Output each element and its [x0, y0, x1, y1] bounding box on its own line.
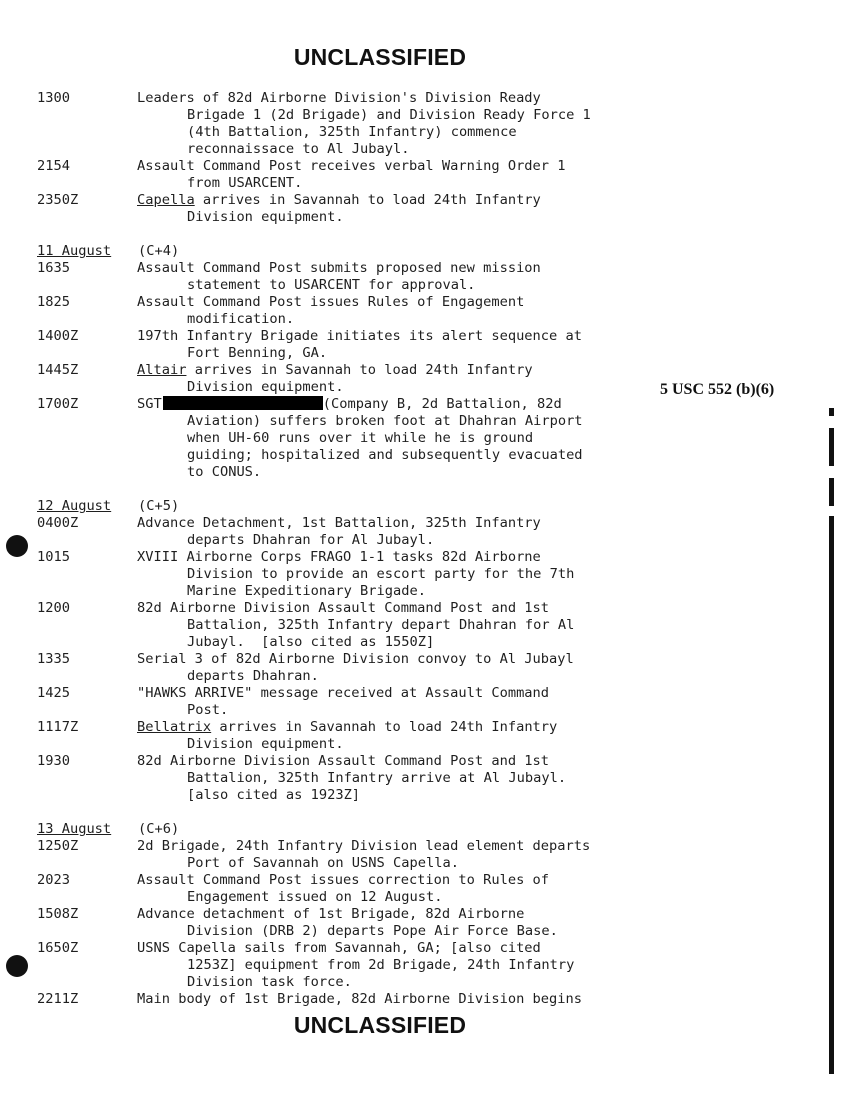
chronology: [37, 90, 697, 1025]
entry-text: [137, 192, 697, 226]
entry-time: 1650Z: [37, 940, 79, 956]
entry-text: [137, 872, 697, 906]
entry-text: [137, 362, 697, 396]
entry: [37, 362, 697, 396]
entry-text: [137, 549, 697, 600]
entry-line: when UH-60 runs over it while he is ground: [187, 430, 534, 446]
entry-text: [137, 294, 697, 328]
entry-time: 1250Z: [37, 838, 79, 854]
entry-line: Post.: [187, 702, 229, 718]
entry-line: Assault Command Post issues correction to Rules of: [137, 872, 550, 888]
section-date: 12 August: [37, 498, 112, 514]
entry-time: 1508Z: [37, 906, 79, 922]
section-cday: (C+6): [138, 821, 180, 837]
entry: [37, 192, 697, 226]
entry: [37, 991, 697, 1008]
entry-line: 82d Airborne Division Assault Command Post and 1st: [137, 600, 550, 616]
entry-line: USNS Capella sails from Savannah, GA; [also cited: [137, 940, 541, 956]
entry: [37, 838, 697, 872]
entry-line: 197th Infantry Brigade initiates its alert sequence at: [137, 328, 582, 344]
section-13-august: [37, 821, 697, 1008]
entry-time: 1335: [37, 651, 70, 667]
entry-line: Division to provide an escort party for the 7th: [187, 566, 575, 582]
entry-line: Serial 3 of 82d Airborne Division convoy to Al Jubayl: [137, 651, 574, 667]
section-heading: [37, 243, 697, 260]
entry-line: [137, 192, 697, 209]
entry-line: departs Dhahran for Al Jubayl.: [187, 532, 435, 548]
entry-text: [137, 685, 697, 719]
entry-line-text: arrives in Savannah to load 24th Infantry: [194, 192, 541, 208]
entry-line: 82d Airborne Division Assault Command Post and 1st: [137, 753, 550, 769]
entry-time: 2023: [37, 872, 70, 888]
entry-line: guiding; hospitalized and subsequently evacuated: [187, 447, 583, 463]
section-intro: [37, 90, 697, 226]
scan-edge-mark: [829, 478, 834, 506]
entry-text: [137, 940, 697, 991]
entry-text: [137, 158, 697, 192]
entry-line: Aviation) suffers broken foot at Dhahran Airport: [187, 413, 583, 429]
entry: [37, 549, 697, 600]
entry-line: Advance Detachment, 1st Battalion, 325th Infantry: [137, 515, 541, 531]
entry-time: 1635: [37, 260, 70, 276]
entry-line: Division (DRB 2) departs Pope Air Force Base.: [187, 923, 558, 939]
entry-text: [137, 90, 697, 158]
rank-prefix: SGT: [137, 396, 162, 412]
entry-text: [137, 515, 697, 549]
entry-line: Division equipment.: [187, 209, 344, 225]
entry-line: reconnaissace to Al Jubayl.: [187, 141, 410, 157]
entry: [37, 515, 697, 549]
entry-line-text: arrives in Savannah to load 24th Infantry: [186, 362, 533, 378]
entry-line: Advance detachment of 1st Brigade, 82d Airborne: [137, 906, 525, 922]
classification-header: UNCLASSIFIED: [293, 44, 467, 70]
entry-text: [137, 396, 697, 481]
entry-line: 2d Brigade, 24th Infantry Division lead element departs: [137, 838, 591, 854]
entry-time: 2211Z: [37, 991, 79, 1007]
entry: [37, 651, 697, 685]
entry: [37, 294, 697, 328]
redaction-bar: [163, 396, 323, 410]
entry-time: 1445Z: [37, 362, 79, 378]
entry-text: [137, 260, 697, 294]
entry: [37, 906, 697, 940]
entry-line: Battalion, 325th Infantry arrive at Al Jubayl.: [187, 770, 567, 786]
entry-line: statement to USARCENT for approval.: [187, 277, 476, 293]
entry: [37, 328, 697, 362]
entry-line: Brigade 1 (2d Brigade) and Division Ready Force 1: [187, 107, 591, 123]
section-12-august: [37, 498, 697, 804]
foia-exemption-stamp: 5 USC 552 (b)(6): [660, 381, 775, 398]
entry-line: modification.: [187, 311, 295, 327]
entry-text: [137, 906, 697, 940]
entry-line: Assault Command Post receives verbal Warning Order 1: [137, 158, 566, 174]
punch-hole: [6, 535, 28, 557]
entry: [37, 600, 697, 651]
scan-edge-mark: [829, 516, 834, 1074]
entry-time: 1825: [37, 294, 70, 310]
entry-time: 1700Z: [37, 396, 79, 412]
entry: [37, 158, 697, 192]
section-heading: [37, 821, 697, 838]
entry-time: 1425: [37, 685, 70, 701]
entry-time: 1117Z: [37, 719, 79, 735]
entry-time: 2350Z: [37, 192, 79, 208]
entry-line: Division equipment.: [187, 736, 344, 752]
entry: [37, 940, 697, 991]
entry-time: 2154: [37, 158, 70, 174]
entry-line: to CONUS.: [187, 464, 262, 480]
section-heading: [37, 498, 697, 515]
scan-edge-mark: [829, 408, 834, 416]
entry-line: Division task force.: [187, 974, 352, 990]
entry-text: [137, 600, 697, 651]
section-cday: (C+4): [138, 243, 180, 259]
entry-line: Port of Savannah on USNS Capella.: [187, 855, 459, 871]
entry-line-text: (Company B, 2d Battalion, 82d: [322, 396, 562, 412]
entry: [37, 396, 697, 481]
entry-line: Assault Command Post submits proposed new mission: [137, 260, 541, 276]
entry: [37, 685, 697, 719]
entry-text: [137, 651, 697, 685]
entry-text: [137, 719, 697, 753]
entry-line: Marine Expeditionary Brigade.: [187, 583, 426, 599]
entry-time: 1200: [37, 600, 70, 616]
entry-line: (4th Battalion, 325th Infantry) commence: [187, 124, 517, 140]
entry-text: [137, 328, 697, 362]
entry-line: Main body of 1st Brigade, 82d Airborne Division begins: [137, 991, 582, 1007]
ship-name: Bellatrix: [137, 719, 212, 735]
classification-footer: UNCLASSIFIED: [293, 1012, 467, 1038]
entry-line: Assault Command Post issues Rules of Engagement: [137, 294, 525, 310]
ship-name: Capella: [137, 192, 195, 208]
entry-time: 1400Z: [37, 328, 79, 344]
scan-edge-mark: [829, 428, 834, 466]
entry-line: [137, 362, 697, 379]
entry: [37, 719, 697, 753]
entry-line: [137, 719, 697, 736]
entry: [37, 260, 697, 294]
entry: [37, 90, 697, 158]
section-date: 11 August: [37, 243, 112, 259]
entry-line: Engagement issued on 12 August.: [187, 889, 443, 905]
entry: [37, 753, 697, 804]
ship-name: Altair: [137, 362, 187, 378]
entry-line: "HAWKS ARRIVE" message received at Assault Command: [137, 685, 550, 701]
punch-hole: [6, 955, 28, 977]
entry-line: [also cited as 1923Z]: [187, 787, 361, 803]
entry-line: Jubayl. [also cited as 1550Z]: [187, 634, 435, 650]
entry-line: Fort Benning, GA.: [187, 345, 328, 361]
entry-time: 1930: [37, 753, 70, 769]
entry-time: 1300: [37, 90, 70, 106]
entry-time: 0400Z: [37, 515, 79, 531]
entry-line-text: arrives in Savannah to load 24th Infantry: [211, 719, 558, 735]
entry-line: Battalion, 325th Infantry depart Dhahran for Al: [187, 617, 575, 633]
entry-time: 1015: [37, 549, 70, 565]
entry-line: 1253Z] equipment from 2d Brigade, 24th Infantry: [187, 957, 575, 973]
entry: [37, 872, 697, 906]
section-cday: (C+5): [138, 498, 180, 514]
entry-text: [137, 991, 697, 1008]
entry-line: Division equipment.: [187, 379, 344, 395]
entry-text: [137, 838, 697, 872]
entry-line: departs Dhahran.: [187, 668, 319, 684]
entry-line: XVIII Airborne Corps FRAGO 1-1 tasks 82d Airborne: [137, 549, 541, 565]
entry-text: [137, 753, 697, 804]
entry-line: from USARCENT.: [187, 175, 303, 191]
section-date: 13 August: [37, 821, 112, 837]
entry-line: [137, 396, 697, 413]
entry-line: Leaders of 82d Airborne Division's Division Ready: [137, 90, 541, 106]
section-11-august: [37, 243, 697, 481]
